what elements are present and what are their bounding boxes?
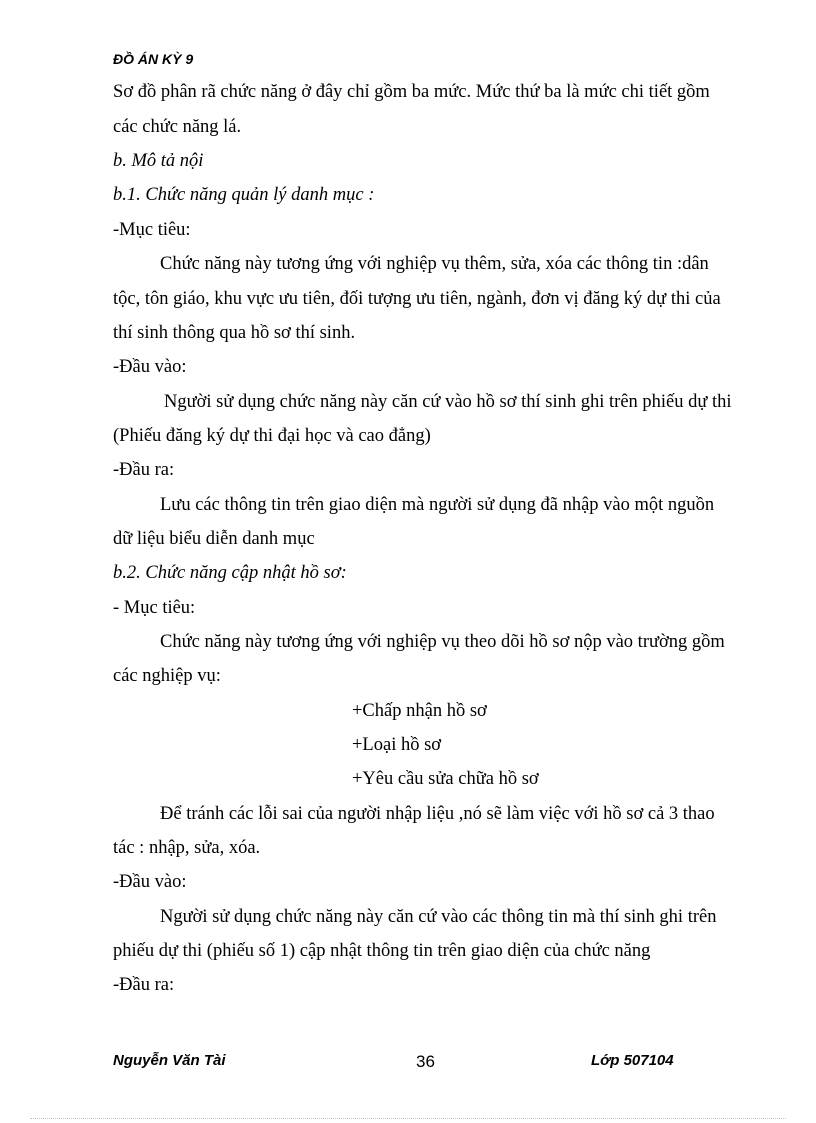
- paragraph-line: Lưu các thông tin trên giao diện mà người sử dụng đã nhập vào một nguồn: [160, 495, 715, 515]
- paragraph-line: Người sử dụng chức năng này căn cứ vào hồ sơ thí sinh ghi trên phiếu dự thi: [164, 392, 732, 412]
- document-header: ĐỒ ÁN KỲ 9: [113, 51, 194, 67]
- paragraph-line: tộc, tôn giáo, khu vực ưu tiên, đối tượng ưu tiên, ngành, đơn vị đăng ký dự thi của: [113, 289, 721, 309]
- subheading-muc-tieu: - Mục tiêu:: [113, 598, 196, 618]
- paragraph-line: dữ liệu biểu diễn danh mục: [113, 529, 315, 549]
- list-item: +Loại hồ sơ: [352, 735, 442, 755]
- paragraph-line: Chức năng này tương ứng với nghiệp vụ theo dõi hồ sơ nộp vào trường gồm: [160, 632, 725, 652]
- paragraph-line: Chức năng này tương ứng với nghiệp vụ thêm, sửa, xóa các thông tin :dân: [160, 254, 709, 274]
- section-heading: b.2. Chức năng cập nhật hồ sơ:: [113, 563, 347, 583]
- subheading-dau-ra: -Đầu ra:: [113, 460, 175, 480]
- paragraph-line: phiếu dự thi (phiếu số 1) cập nhật thông tin trên giao diện của chức năng: [113, 941, 651, 961]
- paragraph-line: (Phiếu đăng ký dự thi đại học và cao đẳng): [113, 426, 431, 446]
- subheading-muc-tieu: -Mục tiêu:: [113, 220, 191, 240]
- paragraph-line: thí sinh thông qua hồ sơ thí sinh.: [113, 323, 356, 343]
- section-heading: b.1. Chức năng quản lý danh mục :: [113, 185, 375, 205]
- list-item: +Chấp nhận hồ sơ: [352, 701, 487, 721]
- subheading-dau-ra: -Đầu ra:: [113, 975, 175, 995]
- paragraph-line: Để tránh các lỗi sai của người nhập liệu ,nó sẽ làm việc với hồ sơ cả 3 thao: [160, 804, 715, 824]
- subheading-dau-vao: -Đầu vào:: [113, 357, 187, 377]
- list-item: +Yêu cầu sửa chữa hồ sơ: [352, 769, 539, 789]
- paragraph-line: tác : nhập, sửa, xóa.: [113, 838, 261, 858]
- paragraph-line: Người sử dụng chức năng này căn cứ vào các thông tin mà thí sinh ghi trên: [160, 907, 717, 927]
- footer-class-label: Lớp 507104: [591, 1052, 674, 1069]
- footer-page-number: 36: [416, 1052, 435, 1071]
- footer-author: Nguyễn Văn Tài: [113, 1052, 226, 1069]
- section-heading: b. Mô tả nội: [113, 151, 204, 171]
- paragraph-line: các nghiệp vụ:: [113, 666, 221, 686]
- subheading-dau-vao: -Đầu vào:: [113, 872, 187, 892]
- paragraph-line: Sơ đồ phân rã chức năng ở đây chỉ gồm ba mức. Mức thứ ba là mức chi tiết gồm: [113, 82, 710, 102]
- paragraph-line: các chức năng lá.: [113, 117, 242, 137]
- page-bottom-divider: [30, 1118, 786, 1119]
